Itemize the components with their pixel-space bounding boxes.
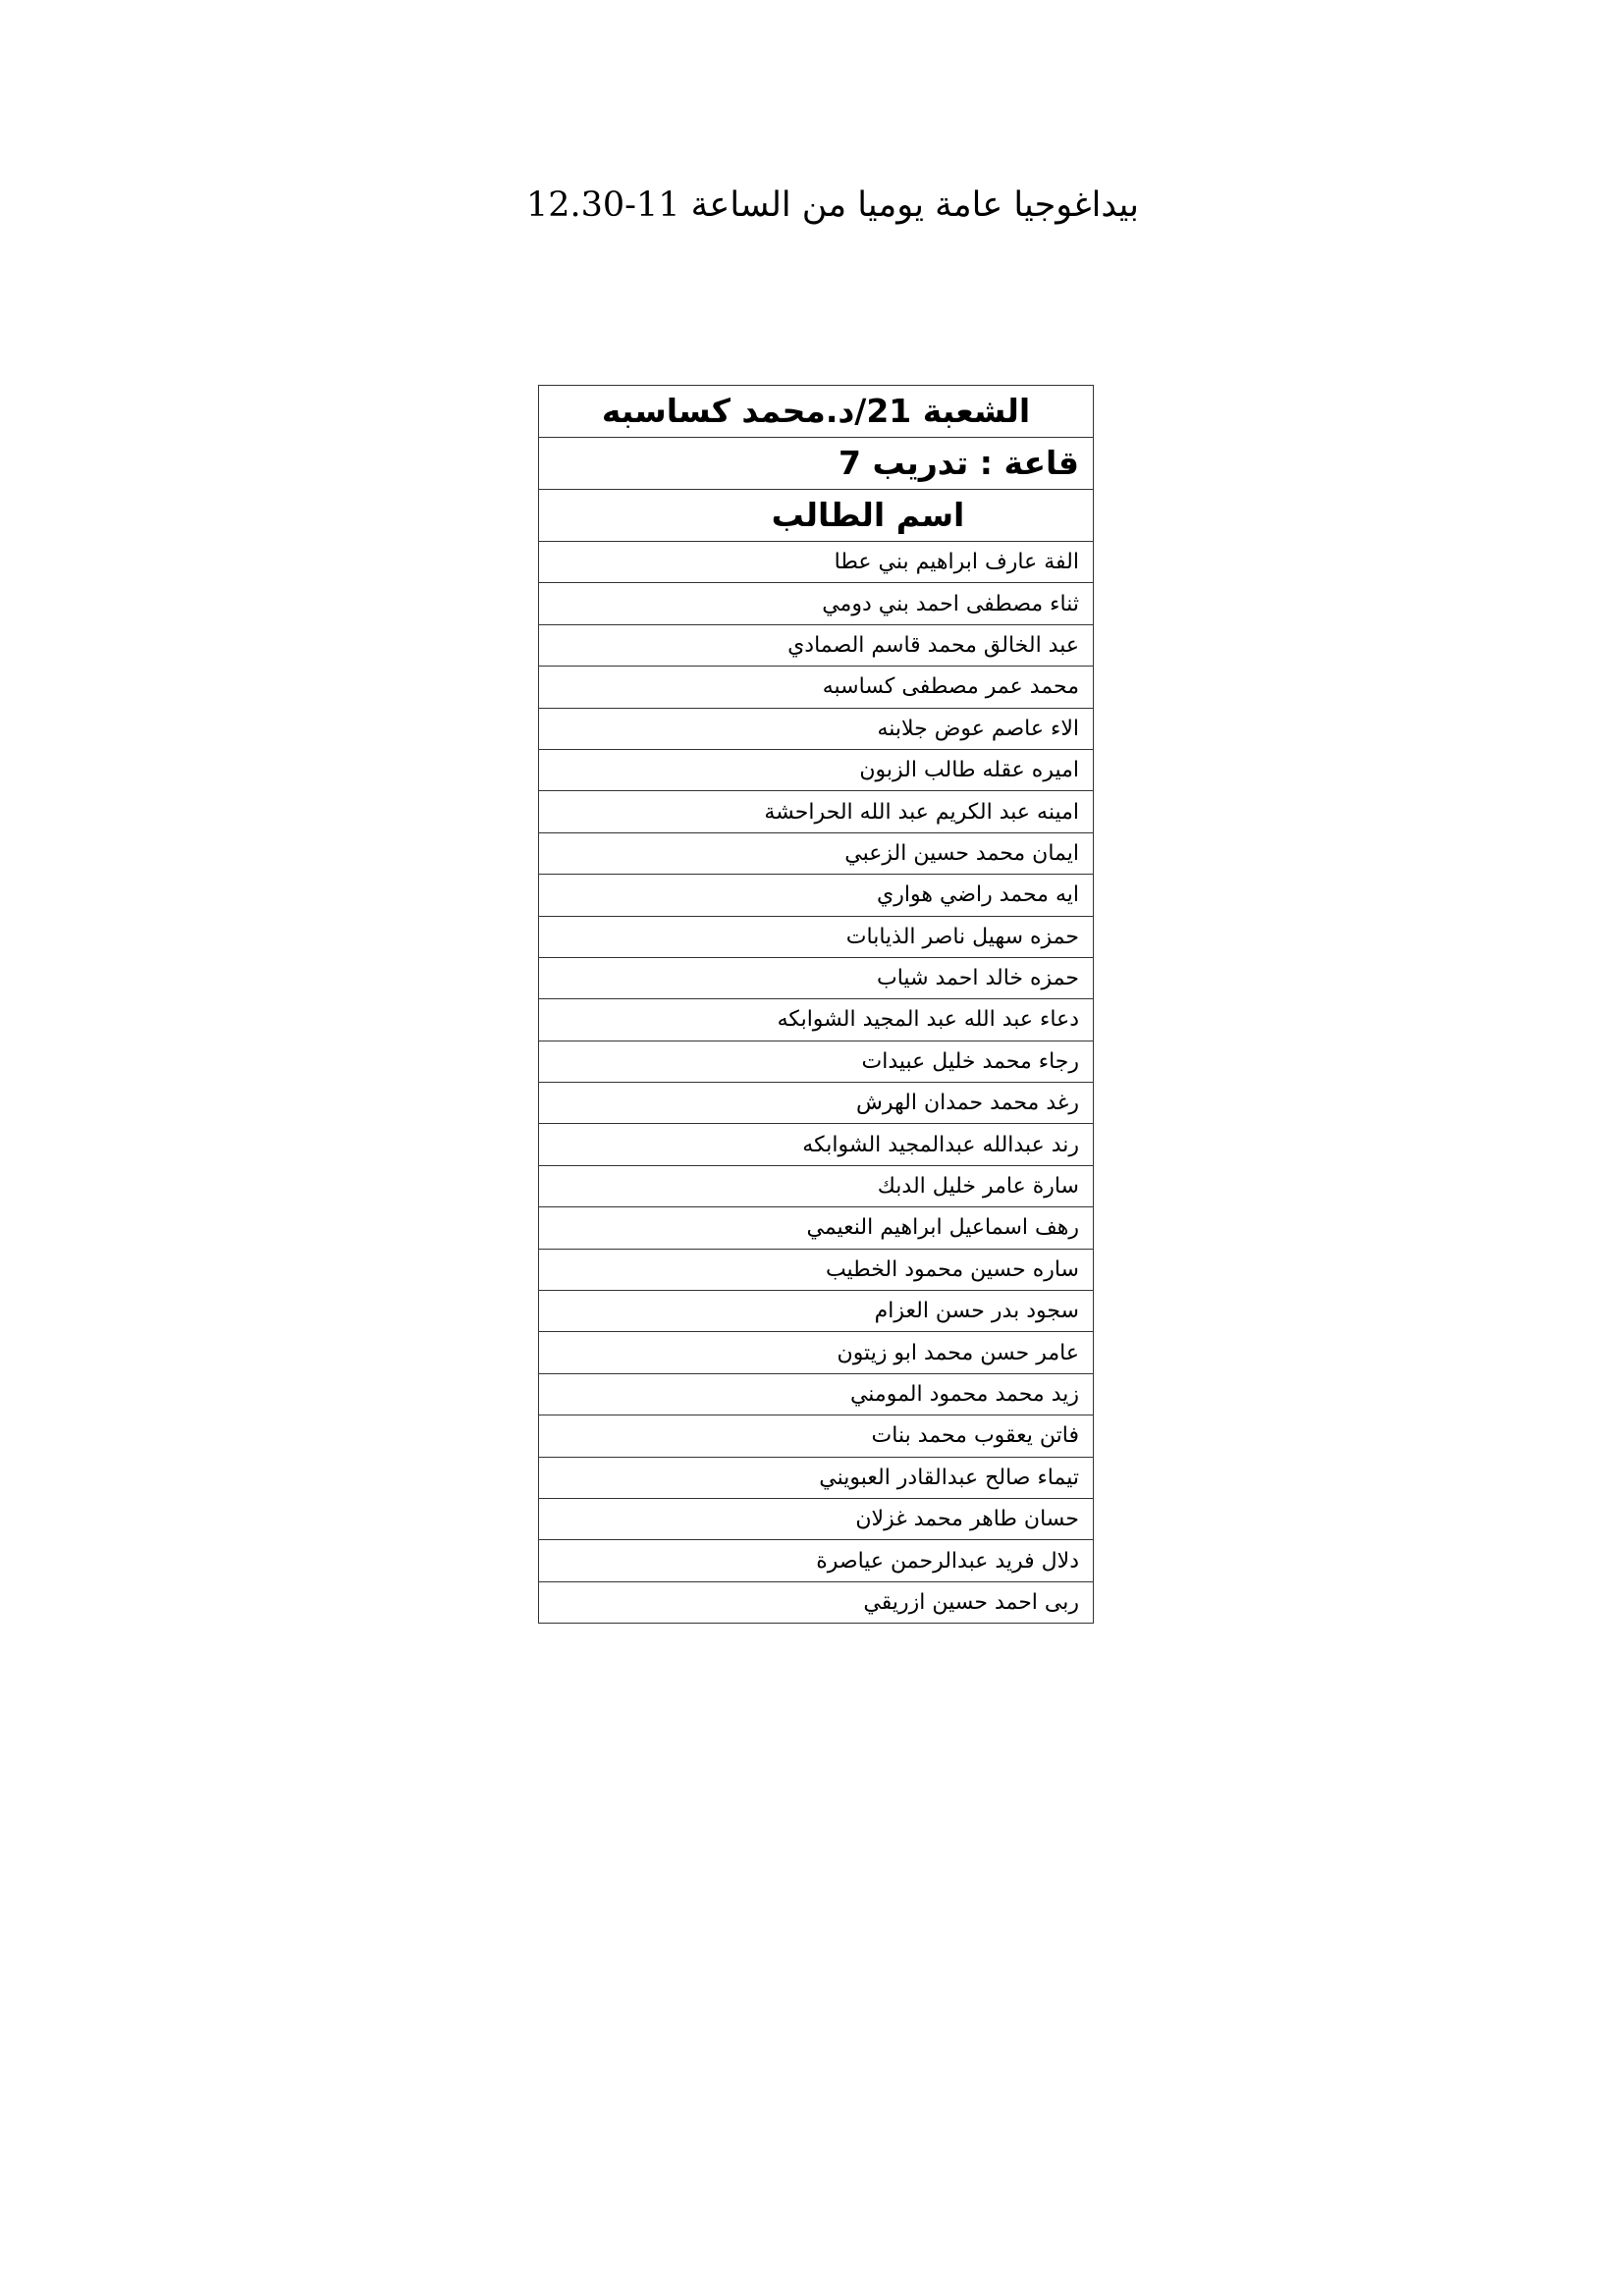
student-name-cell: سارة عامر خليل الدبك	[539, 1165, 1094, 1206]
table-row	[539, 1165, 1094, 1206]
table-row	[539, 624, 1094, 666]
section-row	[539, 386, 1094, 438]
student-name-cell: دعاء عبد الله عبد المجيد الشوابكه	[539, 999, 1094, 1041]
student-name-cell: سجود بدر حسن العزام	[539, 1291, 1094, 1332]
student-name-cell: رند عبدالله عبدالمجيد الشوابكه	[539, 1124, 1094, 1165]
student-name-cell: ايمان محمد حسين الزعبي	[539, 832, 1094, 874]
student-name-cell: حمزه خالد احمد شياب	[539, 957, 1094, 998]
table-row	[539, 1581, 1094, 1623]
table-row	[539, 1041, 1094, 1082]
student-name-cell: امينه عبد الكريم عبد الله الحراحشة	[539, 791, 1094, 832]
table-row	[539, 1332, 1094, 1373]
student-name-cell: عامر حسن محمد ابو زيتون	[539, 1332, 1094, 1373]
student-name-cell: ربى احمد حسين ازريقي	[539, 1581, 1094, 1623]
table-row	[539, 1291, 1094, 1332]
table-row	[539, 957, 1094, 998]
table-row	[539, 1457, 1094, 1498]
hall-row	[539, 438, 1094, 490]
table-row	[539, 875, 1094, 916]
student-name-cell: حسان طاهر محمد غزلان	[539, 1498, 1094, 1539]
table-row	[539, 1415, 1094, 1457]
student-name-column-header: اسم الطالب	[539, 490, 1094, 542]
student-name-cell: فاتن يعقوب محمد بنات	[539, 1415, 1094, 1457]
table-row	[539, 1124, 1094, 1165]
table-row	[539, 791, 1094, 832]
table-row	[539, 916, 1094, 957]
student-roster-table	[538, 385, 1094, 1624]
student-name-cell: حمزه سهيل ناصر الذيابات	[539, 916, 1094, 957]
student-name-cell: عبد الخالق محمد قاسم الصمادي	[539, 624, 1094, 666]
table-row	[539, 583, 1094, 624]
student-name-cell: محمد عمر مصطفى كساسبه	[539, 667, 1094, 708]
student-name-cell: الفة عارف ابراهيم بني عطا	[539, 542, 1094, 583]
table-row	[539, 708, 1094, 749]
table-row	[539, 1540, 1094, 1581]
table-row	[539, 999, 1094, 1041]
student-name-cell: رجاء محمد خليل عبيدات	[539, 1041, 1094, 1082]
student-name-cell: ثناء مصطفى احمد بني دومي	[539, 583, 1094, 624]
table-row	[539, 1207, 1094, 1249]
student-name-cell: ساره حسين محمود الخطيب	[539, 1249, 1094, 1290]
student-name-cell: ايه محمد راضي هواري	[539, 875, 1094, 916]
table-row	[539, 1083, 1094, 1124]
column-header-row	[539, 490, 1094, 542]
student-name-cell: دلال فريد عبدالرحمن عياصرة	[539, 1540, 1094, 1581]
student-name-cell: رغد محمد حمدان الهرش	[539, 1083, 1094, 1124]
table-row	[539, 1249, 1094, 1290]
table-row	[539, 1373, 1094, 1415]
hall-label: قاعة : تدريب 7	[539, 438, 1094, 490]
table-row	[539, 1498, 1094, 1539]
page-heading: بيداغوجيا عامة يوميا من الساعة 11-12.30	[525, 186, 1139, 225]
student-name-cell: زيد محمد محمود المومني	[539, 1373, 1094, 1415]
table-row	[539, 542, 1094, 583]
student-name-cell: اميره عقله طالب الزبون	[539, 749, 1094, 790]
section-label: الشعبة 21/د.محمد كساسبه	[539, 386, 1094, 438]
table-row	[539, 749, 1094, 790]
table-row	[539, 832, 1094, 874]
student-name-cell: رهف اسماعيل ابراهيم النعيمي	[539, 1207, 1094, 1249]
student-name-cell: الاء عاصم عوض جلابنه	[539, 708, 1094, 749]
table-row	[539, 667, 1094, 708]
student-name-cell: تيماء صالح عبدالقادر العبويني	[539, 1457, 1094, 1498]
